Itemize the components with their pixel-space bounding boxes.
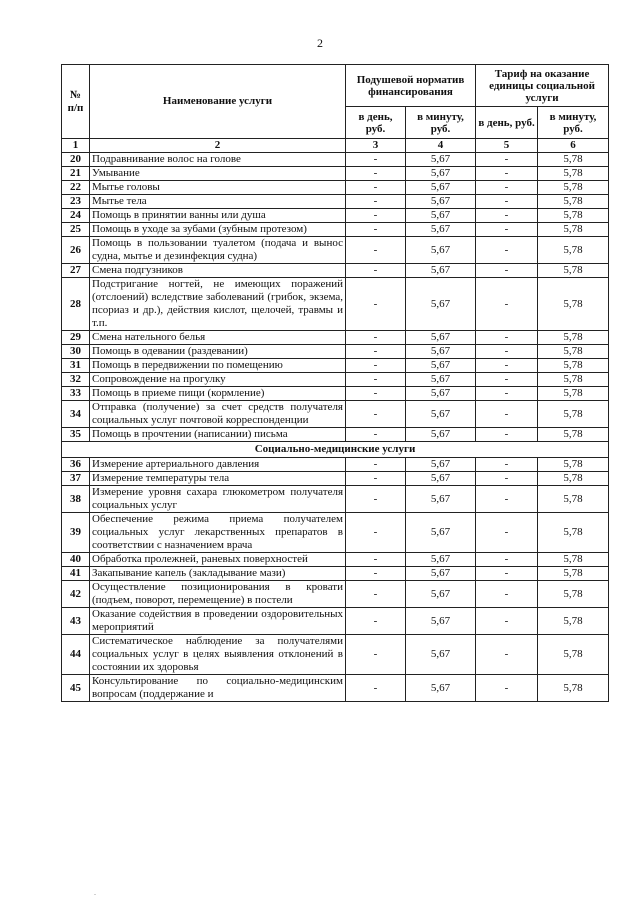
tariff-per-minute: 5,78 bbox=[538, 486, 609, 513]
column-index: 5 bbox=[476, 139, 538, 153]
service-name: Измерение температуры тела bbox=[90, 472, 346, 486]
table-row bbox=[62, 472, 609, 486]
table-row bbox=[62, 195, 609, 209]
service-name: Помощь в пользовании туалетом (подача и вынос судна, мытье и дезинфекция судна) bbox=[90, 237, 346, 264]
row-number: 35 bbox=[62, 428, 90, 442]
norm-per-day: - bbox=[346, 237, 406, 264]
row-number: 24 bbox=[62, 209, 90, 223]
tariff-per-minute: 5,78 bbox=[538, 331, 609, 345]
norm-per-minute: 5,67 bbox=[406, 472, 476, 486]
norm-per-minute: 5,67 bbox=[406, 486, 476, 513]
norm-per-minute: 5,67 bbox=[406, 209, 476, 223]
tariff-per-day: - bbox=[476, 387, 538, 401]
table-row bbox=[62, 167, 609, 181]
norm-per-day: - bbox=[346, 153, 406, 167]
tariff-per-minute: 5,78 bbox=[538, 608, 609, 635]
table-row bbox=[62, 223, 609, 237]
service-name: Смена нательного белья bbox=[90, 331, 346, 345]
tariff-per-minute: 5,78 bbox=[538, 675, 609, 702]
row-number: 41 bbox=[62, 567, 90, 581]
services-tariff-table bbox=[61, 64, 609, 702]
service-name: Сопровождение на прогулку bbox=[90, 373, 346, 387]
service-name: Подстригание ногтей, не имеющих поражений (отслоений) вследствие заболеваний (грибок, экзема, псориаз и др.), действия кислот, щелочей, травмы и т.п. bbox=[90, 278, 346, 331]
norm-per-day: - bbox=[346, 195, 406, 209]
row-number: 20 bbox=[62, 153, 90, 167]
tariff-per-minute: 5,78 bbox=[538, 428, 609, 442]
tariff-per-day: - bbox=[476, 209, 538, 223]
norm-per-day: - bbox=[346, 581, 406, 608]
tariff-per-minute: 5,78 bbox=[538, 167, 609, 181]
service-name: Мытье тела bbox=[90, 195, 346, 209]
tariff-per-day: - bbox=[476, 401, 538, 428]
norm-per-day: - bbox=[346, 635, 406, 675]
header-norm-per-minute: в минуту, руб. bbox=[406, 107, 476, 139]
row-number: 30 bbox=[62, 345, 90, 359]
tariff-per-minute: 5,78 bbox=[538, 567, 609, 581]
service-name: Подравнивание волос на голове bbox=[90, 153, 346, 167]
service-name: Помощь в приеме пищи (кормление) bbox=[90, 387, 346, 401]
service-name: Смена подгузников bbox=[90, 264, 346, 278]
norm-per-day: - bbox=[346, 181, 406, 195]
row-number: 28 bbox=[62, 278, 90, 331]
section-row bbox=[62, 442, 609, 458]
column-index: 3 bbox=[346, 139, 406, 153]
tariff-per-minute: 5,78 bbox=[538, 209, 609, 223]
tariff-per-minute: 5,78 bbox=[538, 223, 609, 237]
tariff-per-day: - bbox=[476, 486, 538, 513]
table-row bbox=[62, 608, 609, 635]
norm-per-minute: 5,67 bbox=[406, 635, 476, 675]
column-index: 6 bbox=[538, 139, 609, 153]
norm-per-day: - bbox=[346, 387, 406, 401]
table-row bbox=[62, 635, 609, 675]
column-index: 2 bbox=[90, 139, 346, 153]
norm-per-minute: 5,67 bbox=[406, 387, 476, 401]
tariff-per-minute: 5,78 bbox=[538, 195, 609, 209]
norm-per-minute: 5,67 bbox=[406, 428, 476, 442]
tariff-per-day: - bbox=[476, 195, 538, 209]
tariff-per-day: - bbox=[476, 264, 538, 278]
row-number: 34 bbox=[62, 401, 90, 428]
norm-per-day: - bbox=[346, 373, 406, 387]
service-name: Закапывание капель (закладывание мази) bbox=[90, 567, 346, 581]
row-number: 22 bbox=[62, 181, 90, 195]
tariff-per-day: - bbox=[476, 331, 538, 345]
header-tariff: Тариф на оказание единицы социальной услуги bbox=[476, 65, 609, 107]
header-per-capita-norm: Подушевой норматив финансирования bbox=[346, 65, 476, 107]
table-row bbox=[62, 345, 609, 359]
row-number: 39 bbox=[62, 513, 90, 553]
service-name: Осуществление позиционирования в кровати (подъем, поворот, перемещение) в постели bbox=[90, 581, 346, 608]
care-services-rows bbox=[62, 153, 609, 442]
service-name: Помощь в принятии ванны или душа bbox=[90, 209, 346, 223]
service-name: Измерение артериального давления bbox=[90, 458, 346, 472]
row-number: 25 bbox=[62, 223, 90, 237]
section-title: Социально-медицинские услуги bbox=[62, 442, 609, 458]
table-row bbox=[62, 428, 609, 442]
row-number: 36 bbox=[62, 458, 90, 472]
column-index-row bbox=[62, 139, 609, 153]
tariff-per-minute: 5,78 bbox=[538, 359, 609, 373]
norm-per-minute: 5,67 bbox=[406, 181, 476, 195]
service-name: Помощь в прочтении (написании) письма bbox=[90, 428, 346, 442]
norm-per-minute: 5,67 bbox=[406, 373, 476, 387]
norm-per-day: - bbox=[346, 553, 406, 567]
service-name: Оказание содействия в проведении оздоровительных мероприятий bbox=[90, 608, 346, 635]
table-row bbox=[62, 458, 609, 472]
tariff-per-minute: 5,78 bbox=[538, 237, 609, 264]
norm-per-day: - bbox=[346, 331, 406, 345]
norm-per-minute: 5,67 bbox=[406, 581, 476, 608]
norm-per-day: - bbox=[346, 359, 406, 373]
norm-per-minute: 5,67 bbox=[406, 345, 476, 359]
norm-per-day: - bbox=[346, 428, 406, 442]
tariff-per-minute: 5,78 bbox=[538, 373, 609, 387]
service-name: Умывание bbox=[90, 167, 346, 181]
tariff-per-day: - bbox=[476, 635, 538, 675]
tariff-per-minute: 5,78 bbox=[538, 264, 609, 278]
norm-per-day: - bbox=[346, 675, 406, 702]
tariff-per-minute: 5,78 bbox=[538, 458, 609, 472]
norm-per-day: - bbox=[346, 567, 406, 581]
norm-per-day: - bbox=[346, 209, 406, 223]
norm-per-day: - bbox=[346, 401, 406, 428]
scan-mark: . bbox=[94, 888, 96, 897]
tariff-per-minute: 5,78 bbox=[538, 553, 609, 567]
norm-per-minute: 5,67 bbox=[406, 153, 476, 167]
norm-per-minute: 5,67 bbox=[406, 401, 476, 428]
table-row bbox=[62, 387, 609, 401]
tariff-per-day: - bbox=[476, 553, 538, 567]
table-row bbox=[62, 581, 609, 608]
tariff-per-day: - bbox=[476, 513, 538, 553]
norm-per-minute: 5,67 bbox=[406, 167, 476, 181]
tariff-per-minute: 5,78 bbox=[538, 345, 609, 359]
row-number: 37 bbox=[62, 472, 90, 486]
norm-per-day: - bbox=[346, 345, 406, 359]
norm-per-minute: 5,67 bbox=[406, 359, 476, 373]
tariff-per-day: - bbox=[476, 359, 538, 373]
service-name: Систематическое наблюдение за получателями социальных услуг в целях выявления отклонений в состоянии их здоровья bbox=[90, 635, 346, 675]
norm-per-day: - bbox=[346, 458, 406, 472]
row-number: 44 bbox=[62, 635, 90, 675]
table-row bbox=[62, 513, 609, 553]
tariff-per-day: - bbox=[476, 223, 538, 237]
tariff-per-day: - bbox=[476, 581, 538, 608]
header-norm-per-day: в день, руб. bbox=[346, 107, 406, 139]
row-number: 40 bbox=[62, 553, 90, 567]
tariff-per-day: - bbox=[476, 458, 538, 472]
tariff-per-minute: 5,78 bbox=[538, 472, 609, 486]
table-row bbox=[62, 153, 609, 167]
tariff-per-day: - bbox=[476, 608, 538, 635]
row-number: 23 bbox=[62, 195, 90, 209]
norm-per-day: - bbox=[346, 223, 406, 237]
norm-per-minute: 5,67 bbox=[406, 675, 476, 702]
header-tariff-per-day: в день, руб. bbox=[476, 107, 538, 139]
norm-per-day: - bbox=[346, 167, 406, 181]
tariff-per-day: - bbox=[476, 278, 538, 331]
tariff-per-day: - bbox=[476, 181, 538, 195]
tariff-per-day: - bbox=[476, 675, 538, 702]
service-name: Мытье головы bbox=[90, 181, 346, 195]
norm-per-minute: 5,67 bbox=[406, 458, 476, 472]
header-num: № п/п bbox=[62, 65, 90, 139]
table-row bbox=[62, 359, 609, 373]
service-name: Помощь в одевании (раздевании) bbox=[90, 345, 346, 359]
tariff-per-day: - bbox=[476, 472, 538, 486]
row-number: 31 bbox=[62, 359, 90, 373]
row-number: 29 bbox=[62, 331, 90, 345]
table-row bbox=[62, 264, 609, 278]
tariff-per-day: - bbox=[476, 237, 538, 264]
header-tariff-per-minute: в минуту, руб. bbox=[538, 107, 609, 139]
norm-per-minute: 5,67 bbox=[406, 237, 476, 264]
service-name: Измерение уровня сахара глюкометром получателя социальных услуг bbox=[90, 486, 346, 513]
norm-per-minute: 5,67 bbox=[406, 278, 476, 331]
row-number: 26 bbox=[62, 237, 90, 264]
tariff-per-minute: 5,78 bbox=[538, 401, 609, 428]
norm-per-minute: 5,67 bbox=[406, 264, 476, 278]
table-row bbox=[62, 553, 609, 567]
tariff-per-day: - bbox=[476, 153, 538, 167]
row-number: 27 bbox=[62, 264, 90, 278]
tariff-per-minute: 5,78 bbox=[538, 635, 609, 675]
table-row bbox=[62, 486, 609, 513]
row-number: 38 bbox=[62, 486, 90, 513]
tariff-per-minute: 5,78 bbox=[538, 153, 609, 167]
row-number: 33 bbox=[62, 387, 90, 401]
service-name: Помощь в уходе за зубами (зубным протезом) bbox=[90, 223, 346, 237]
table-row bbox=[62, 181, 609, 195]
table-row bbox=[62, 567, 609, 581]
table-row bbox=[62, 373, 609, 387]
table-row bbox=[62, 278, 609, 331]
medical-services-rows bbox=[62, 458, 609, 702]
table-row bbox=[62, 331, 609, 345]
tariff-per-day: - bbox=[476, 167, 538, 181]
service-name: Обеспечение режима приема получателем социальных услуг лекарственных препаратов в соответствии с назначением врача bbox=[90, 513, 346, 553]
norm-per-day: - bbox=[346, 513, 406, 553]
norm-per-day: - bbox=[346, 278, 406, 331]
tariff-per-minute: 5,78 bbox=[538, 181, 609, 195]
tariff-per-minute: 5,78 bbox=[538, 387, 609, 401]
row-number: 21 bbox=[62, 167, 90, 181]
tariff-per-day: - bbox=[476, 428, 538, 442]
table-row bbox=[62, 675, 609, 702]
tariff-per-minute: 5,78 bbox=[538, 513, 609, 553]
tariff-per-day: - bbox=[476, 345, 538, 359]
tariff-per-minute: 5,78 bbox=[538, 581, 609, 608]
row-number: 43 bbox=[62, 608, 90, 635]
table-row bbox=[62, 209, 609, 223]
row-number: 32 bbox=[62, 373, 90, 387]
column-index: 1 bbox=[62, 139, 90, 153]
norm-per-minute: 5,67 bbox=[406, 513, 476, 553]
norm-per-minute: 5,67 bbox=[406, 331, 476, 345]
column-index: 4 bbox=[406, 139, 476, 153]
tariff-per-day: - bbox=[476, 567, 538, 581]
norm-per-minute: 5,67 bbox=[406, 223, 476, 237]
norm-per-minute: 5,67 bbox=[406, 553, 476, 567]
norm-per-day: - bbox=[346, 472, 406, 486]
service-name: Обработка пролежней, раневых поверхностей bbox=[90, 553, 346, 567]
service-name: Отправка (получение) за счет средств получателя социальных услуг почтовой корреспонденции bbox=[90, 401, 346, 428]
norm-per-day: - bbox=[346, 608, 406, 635]
tariff-per-day: - bbox=[476, 373, 538, 387]
table-row bbox=[62, 237, 609, 264]
norm-per-minute: 5,67 bbox=[406, 567, 476, 581]
tariff-per-minute: 5,78 bbox=[538, 278, 609, 331]
norm-per-day: - bbox=[346, 264, 406, 278]
header-service-name: Наименование услуги bbox=[90, 65, 346, 139]
row-number: 42 bbox=[62, 581, 90, 608]
service-name: Помощь в передвижении по помещению bbox=[90, 359, 346, 373]
norm-per-minute: 5,67 bbox=[406, 195, 476, 209]
norm-per-day: - bbox=[346, 486, 406, 513]
page-number: 2 bbox=[317, 36, 323, 50]
row-number: 45 bbox=[62, 675, 90, 702]
table-row bbox=[62, 401, 609, 428]
norm-per-minute: 5,67 bbox=[406, 608, 476, 635]
service-name: Консультирование по социально-медицинским вопросам (поддержание и bbox=[90, 675, 346, 702]
